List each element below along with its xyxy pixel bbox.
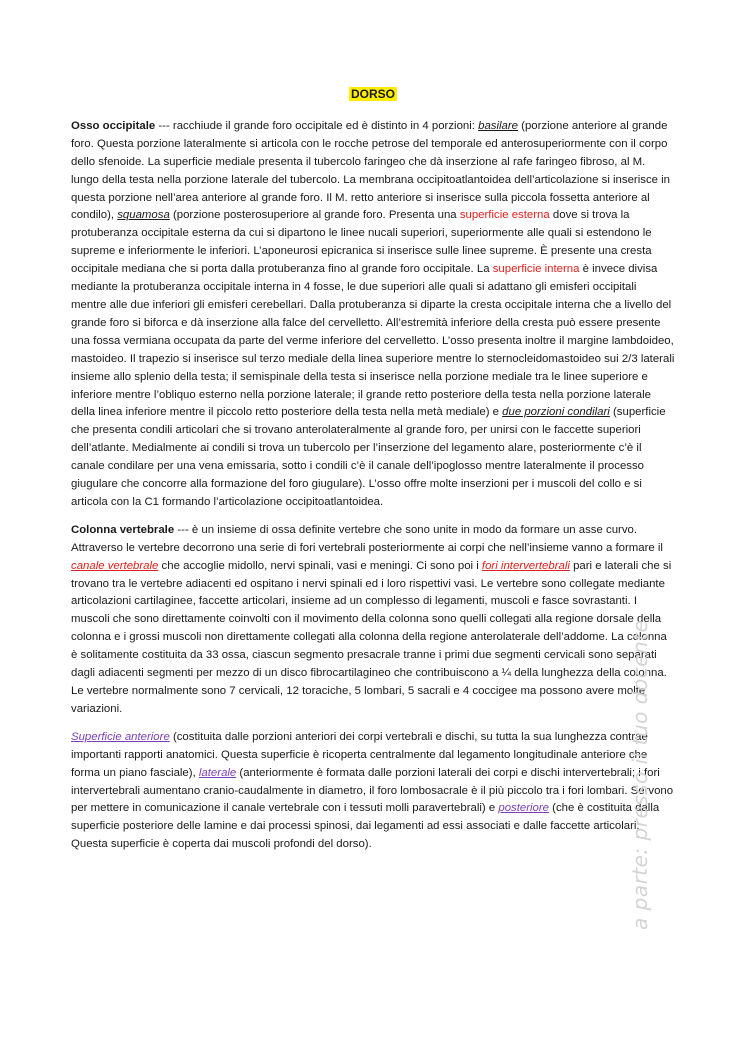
text: è invece divisa mediante la protuberanza occipitale interna in 4 fosse, le due superiori alle quali si adattano gli emisferi occipitali mentre alle due inferiori gli emisferi cerebellari. Dalla protuberanza si diparte la cresta occipitale interna che a livello del grande foro si biforca e dà inserzione alla falce del cervelletto. All’estremità inferiore della cresta può essere presente una fossa vermiana occupata da parte del verme inferiore del cervelletto. L’osso presenta inoltre il margine lambdoideo, mastoideo. Il trapezio si inserisce sul terzo mediale della linea superiore mentre lo sternocleidomastoideo sui 2/3 laterali insieme allo splenio della testa; il semispinale della testa si inserisce nella porzione mediale tra le linee superiore e inferiore mentre l’obliquo esterno nella porzione laterale; il grande retto posteriore della testa nella porzione laterale della linea inferiore mentre il piccolo retto posteriore della testa nella metà mediale) e (71, 263, 675, 419)
term-posteriore: posteriore (498, 802, 550, 815)
text: (porzione posterosuperiore al grande foro. Presenta una (169, 209, 460, 222)
term-colonna-vertebrale: Colonna vertebrale (71, 523, 175, 536)
paragraph-colonna-vertebrale (71, 522, 675, 719)
text: --- racchiude il grande foro occipitale ed è distinto in 4 porzioni: (155, 119, 479, 132)
text: dove si trova la protuberanza occipitale esterna da cui si dipartono le linee nucali superiori, superiormente alle quali si estendono le supreme e inferiormente le inferiori. L’aponeurosi epicranica si inserisce sulle linee supreme. È presente una cresta occipitale mediana che si porta dalla protuberanza fino al grande foro occipitale. La (71, 209, 652, 276)
paragraph-superfici (71, 729, 675, 854)
term-canale-vertebrale: canale vertebrale (71, 559, 159, 572)
term-superficie-anteriore: Superficie anteriore (71, 730, 170, 743)
text: (costituita dalle porzioni anteriori dei corpi vertebrali e dischi, su tutta la sua lunghezza contrae importanti rapporti anatomici. Questa superficie è ricoperta centralmente dal legamento longitudinale anteriore che forma un piano fasciale), (71, 730, 648, 779)
term-squamosa: squamosa (117, 209, 170, 222)
text: (superficie che presenta condili articolari che si trovano anterolateralmente al grande foro, per unirsi con le faccette superiori dell’atlante. Medialmente ai condili si trova un tubercolo per l’inserzione del legamento alare, posteriormente c’è il canale condilare per una vena emissaria, sotto i condili c’è il canale dell’ipoglosso mentre lateralmente il processo giugulare che concorre alla formazione del foro giugulare). L’osso offre molte inserzioni per i muscoli del collo e si articola con la C1 formando l’articolazione occipitoatlantoidea. (71, 406, 666, 508)
term-superficie-interna: superficie interna (492, 263, 580, 276)
term-superficie-esterna: superficie esterna (459, 209, 550, 222)
text: che accoglie midollo, nervi spinali, vasi e meningi. Ci sono poi i (158, 559, 482, 572)
watermark-text: a parte: presso il tuo docente (628, 619, 652, 930)
text: (porzione anteriore al grande foro. Questa porzione lateralmente si articola con le rocche petrose del temporale ed anterosuperiormente con il corpo dello sfenoide. La superficie mediale presenta il tubercolo faringeo che dà inserzione al rafe faringeo fibroso, al M. lungo della testa nella porzione laterale del tubercolo. La membrana occipitoatlantoidea dell’articolazione si inserisce in questa porzione nell’area anteriore al grande foro. Il M. retto anteriore si inserisce sulla piccola fossetta anteriore al condilo), (71, 119, 670, 222)
page-title: DORSO (350, 87, 395, 101)
term-laterale: laterale (198, 766, 237, 779)
title-wrap (71, 86, 675, 105)
text: (che è costituita dalla superficie posteriore delle lamine e dai processi spinosi, dai legamenti ad essi associati e dalle faccette articolari. Questa superficie è coperta dai muscoli profondi del dorso). (71, 802, 660, 851)
term-fori-intervertebrali: fori intervertebrali (481, 559, 570, 572)
text: --- è un insieme di ossa definite vertebre che sono unite in modo da formare un asse curvo. Attraverso le vertebre decorrono una serie di fori vertebrali posteriormente ai corpi che nell’insieme vanno a formare il (71, 523, 663, 554)
text: (anteriormente è formata dalle porzioni laterali dei corpi e dischi intervertebrali; i fori intervertebrali aumentano cranio-caudalmente in diametro, il foro lombosacrale è il più piccolo tra i fori lombari. Servono per mettere in comunicazione il canale vertebrale con i tessuti molli paravertebrali) e (71, 766, 674, 815)
text: pari e laterali che si trovano tra le vertebre adiacenti ed ospitano i nervi spinali ed i loro rispettivi vasi. Le vertebre sono collegate mediante articolazioni cartilaginee, faccette articolari, insieme ad un complesso di legamenti, muscoli e fasce sovrastanti. I muscoli che sono direttamente coinvolti con il movimento della colonna sono quelli collegati alla regione dorsale della colonna e i grossi muscoli non direttamente collegati alla colonna della regione anterolaterale dell’addome. La colonna è solitamente costituita da 33 ossa, ciascun segmento presacrale tranne i primi due segmenti cervicali sono separati dagli adiacenti segmenti per mezzo di un disco fibrocartilagineo che contribuiscono a ¼ della lunghezza della colonna. Le vertebre normalmente sono 7 cervicali, 12 toraciche, 5 lombari, 5 sacrali e 4 coccigee ma possono avere molte variazioni. (71, 559, 672, 715)
term-basilare: basilare (478, 119, 518, 132)
term-osso-occipitale: Osso occipitale (71, 119, 156, 132)
document-page (71, 86, 675, 864)
paragraph-osso-occipitale (71, 118, 675, 512)
term-due-porzioni-condilari: due porzioni condilari (502, 406, 610, 419)
